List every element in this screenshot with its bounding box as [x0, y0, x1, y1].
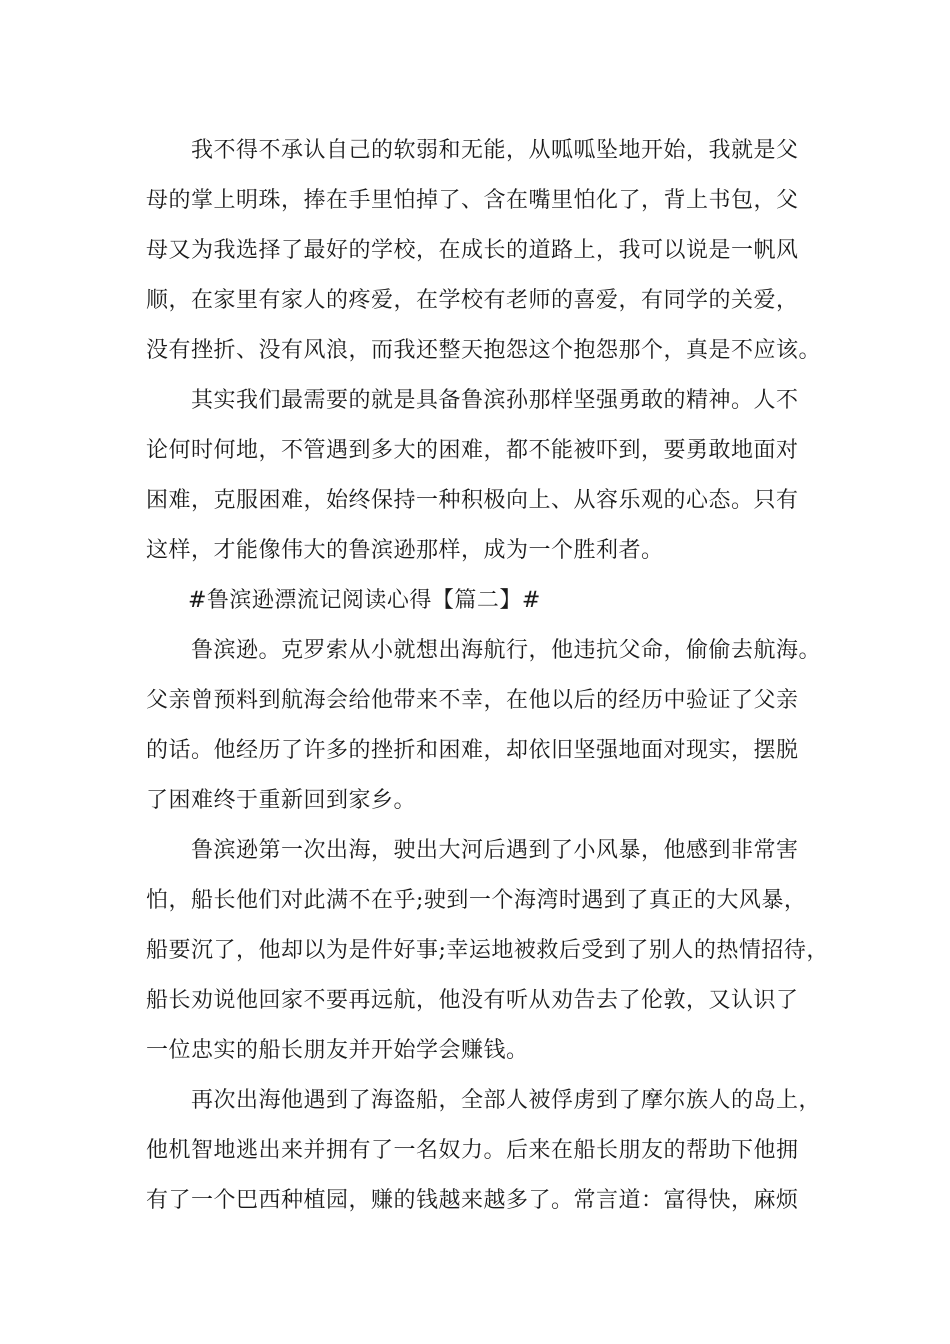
text-line: 的话。他经历了许多的挫折和困难，却依旧坚强地面对现实，摆脱 — [146, 738, 799, 763]
text-line: 没有挫折、没有风浪，而我还整天抱怨这个抱怨那个，真是不应该。 — [146, 338, 822, 363]
text-line: 我不得不承认自己的软弱和无能，从呱呱坠地开始，我就是父 — [191, 138, 799, 163]
text-line: 父亲曾预料到航海会给他带来不幸，在他以后的经历中验证了父亲 — [146, 688, 799, 713]
text-line: 其实我们最需要的就是具备鲁滨孙那样坚强勇敢的精神。人不 — [191, 388, 799, 413]
text-line: 鲁滨逊。克罗索从小就想出海航行，他违抗父命，偷偷去航海。 — [191, 638, 822, 663]
text-line: 论何时何地，不管遇到多大的困难，都不能被吓到，要勇敢地面对 — [146, 438, 799, 463]
text-line: 鲁滨逊第一次出海，驶出大河后遇到了小风暴，他感到非常害 — [191, 838, 799, 863]
text-line: 顺，在家里有家人的疼爱，在学校有老师的喜爱，有同学的关爱， — [146, 288, 799, 313]
text-line: 母又为我选择了最好的学校，在成长的道路上，我可以说是一帆风 — [146, 238, 799, 263]
text-line: 困难，克服困难，始终保持一种积极向上、从容乐观的心态。只有 — [146, 488, 799, 513]
text-line: 船长劝说他回家不要再远航，他没有听从劝告去了伦敦，又认识了 — [146, 988, 799, 1013]
text-line: 再次出海他遇到了海盗船，全部人被俘虏到了摩尔族人的岛上， — [191, 1088, 822, 1113]
text-line: 有了一个巴西种植园，赚的钱越来越多了。常言道：富得快，麻烦 — [146, 1188, 799, 1213]
text-line: 一位忠实的船长朋友并开始学会赚钱。 — [146, 1038, 529, 1063]
text-line: 他机智地逃出来并拥有了一名奴力。后来在船长朋友的帮助下他拥 — [146, 1138, 799, 1163]
text-line: 母的掌上明珠，捧在手里怕掉了、含在嘴里怕化了，背上书包，父 — [146, 188, 799, 213]
section-heading: #鲁滨逊漂流记阅读心得【篇二】# — [188, 588, 541, 613]
text-line: 这样，才能像伟大的鲁滨逊那样，成为一个胜利者。 — [146, 538, 664, 563]
text-line: 怕，船长他们对此满不在乎;驶到一个海湾时遇到了真正的大风暴， — [146, 888, 807, 913]
text-line: 了困难终于重新回到家乡。 — [146, 788, 417, 813]
text-line: 船要沉了，他却以为是件好事;幸运地被救后受到了别人的热情招待， — [146, 938, 829, 963]
